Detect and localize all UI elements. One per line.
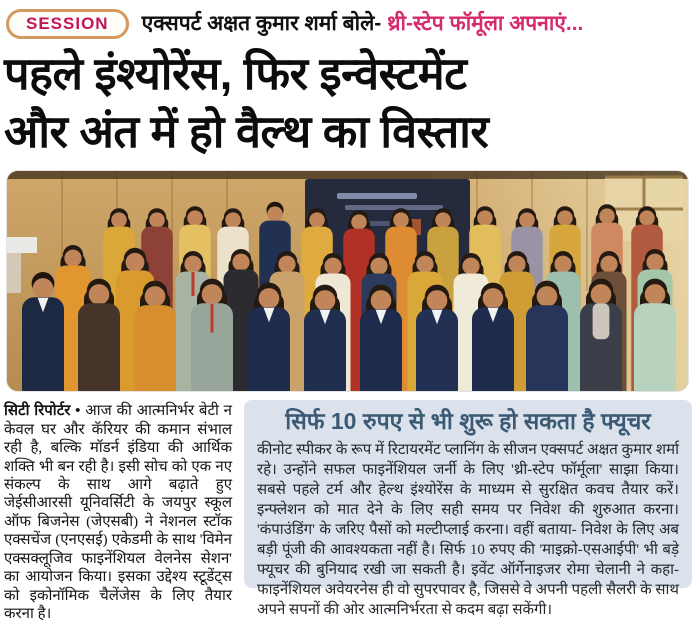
session-badge [6, 9, 129, 39]
group-photo [6, 170, 689, 392]
byline: सिटी रिपोर्टर • [4, 403, 81, 420]
kicker-text: एक्सपर्ट अक्षत कुमार शर्मा बोले- [141, 12, 388, 36]
kicker-headline [142, 12, 584, 35]
article-paragraph [4, 402, 232, 623]
headline-line-1: पहले इंश्योरेंस, फिर इन्वेस्टमेंट [4, 48, 467, 99]
kicker-row [0, 0, 692, 41]
highlight-box [244, 400, 692, 619]
city-reporter-column [4, 400, 233, 622]
group-photo-illustration [7, 171, 688, 391]
main-headline [4, 45, 688, 160]
attendees-group [22, 202, 676, 391]
highlight-heading: सिर्फ 10 रुपए से भी शुरू हो सकता है फ्यूचर [285, 408, 651, 435]
article-body-text: आज की आत्मनिर्भर बेटी न केवल घर और कॅरियर की कमान संभाल रही है, बल्कि मॉडर्न इंडिया की आर्थिक शक्ति भी बन रही है। इसी सोच को एक नए संकल्प के साथ आगे बढ़ाते हुए जेईसीआरसी यूनिवर्सिटी के जयपुर स्कूल ऑफ बिजनेस (जेएसबी) ने नेशनल स्टॉक एक्सचेंज (एनएसई) एकेडमी के साथ 'विमेन एक्सक्लूजिव फाइनेंशियल वेलनेस सेशन' का आयोजन किया। इसका उद्देश्य स्टूडेंट्स को इकोनॉमिक चैलेंजेस के लिए तैयार करना है। [4, 403, 233, 622]
kicker-accent-text: थ्री-स्टेप फॉर्मूला अपनाएं... [387, 12, 584, 36]
body-section [4, 400, 692, 622]
session-badge-label: SESSION [26, 14, 109, 33]
headline-line-2: और अंत में हो वैल्थ का विस्तार [4, 105, 489, 157]
highlight-body-text: कीनोट स्पीकर के रूप में रिटायरमेंट प्लानिंग के सीजन एक्सपर्ट अक्षत कुमार शर्मा रहे। उन्होंने सफल फाइनेंशियल जर्नी के लिए 'थ्री-स्टेप फॉर्मूला' साझा किया। सबसे पहले टर्म और हेल्थ इंश्योरेंस के माध्यम से सुरक्षित कवच तैयार करें। इन्फ्लेशन को मात देने के लिए सही समय पर निवेश की शुरुआत करना। 'कंपाउंडिंग' के जरिए पैसों को मल्टीप्लाई करना। वहीं बताया- निवेश के लिए अब बड़ी पूंजी की आवश्यकता नहीं है। सिर्फ 10 रुपए की 'माइक्रो-एसआईपी' भी बड़े फ्यूचर की बुनियाद रखी जा सकती है। इवेंट ऑर्गेनाइजर रोमा चेलानी ने कहा- फाइनेंशियल अवेयरनेस ही वो सुपरपावर है, जिससे वे अपनी पहली सैलरी के साथ अपने सपनों की ओर आत्मनिर्भरता से कदम बढ़ा सकेंगी। [257, 441, 679, 619]
